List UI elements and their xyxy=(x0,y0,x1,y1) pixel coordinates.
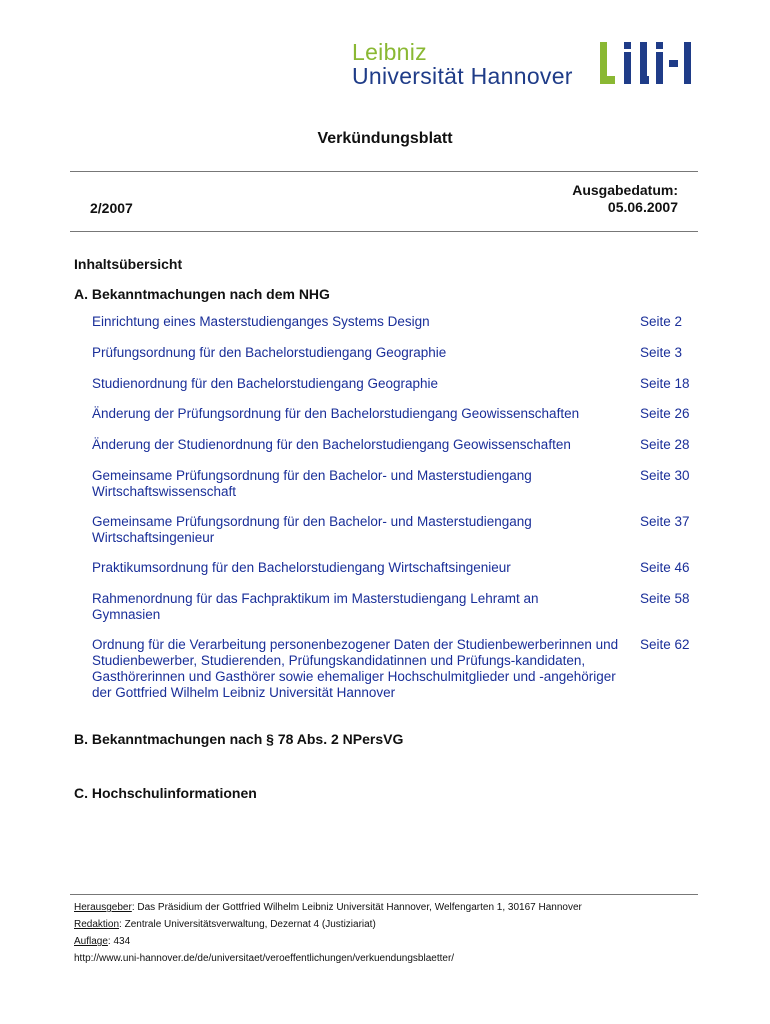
toc-item[interactable] xyxy=(92,514,692,560)
toc-item[interactable] xyxy=(92,591,692,637)
toc-item-page[interactable]: Seite 30 xyxy=(640,468,690,483)
toc-item-title[interactable]: Ordnung für die Verarbeitung personenbezogener Daten der Studienbewerberinnen und Studienbewerber, Studierenden, Prüfungskandidatinnen und Prüfungs-kandidaten, Gasthörerinnen und Gasthörer sowie ehemaliger Hochschulmitglieder und -angehöriger der Gottfried Wilhelm Leibniz Universität Hannover xyxy=(92,637,619,700)
toc-item[interactable] xyxy=(92,437,692,468)
section-a-heading: A. Bekanntmachungen nach dem NHG xyxy=(74,286,330,302)
toc-item-page[interactable]: Seite 2 xyxy=(640,314,683,329)
date-block xyxy=(572,182,678,216)
issue-number: 2/2007 xyxy=(90,200,133,216)
luh-mark-icon xyxy=(600,42,696,84)
footer-rule xyxy=(70,894,698,895)
footer-edition xyxy=(74,933,582,950)
toc-item[interactable] xyxy=(92,345,692,376)
publisher-label: Herausgeber xyxy=(74,902,132,913)
toc-item-page[interactable]: Seite 3 xyxy=(640,345,683,360)
table-of-contents xyxy=(92,314,692,701)
toc-item-title[interactable]: Gemeinsame Prüfungsordnung für den Bachelor- und Masterstudiengang Wirtschaftswissenschaft xyxy=(92,468,532,499)
toc-item-title[interactable]: Änderung der Studienordnung für den Bachelorstudiengang Geowissenschaften xyxy=(92,437,571,452)
footer xyxy=(74,899,582,967)
toc-item[interactable] xyxy=(92,468,692,514)
edition-label: Auflage xyxy=(74,936,108,947)
toc-item-page[interactable]: Seite 37 xyxy=(640,514,690,529)
university-logo xyxy=(352,40,702,90)
toc-item-page[interactable]: Seite 46 xyxy=(640,560,690,575)
toc-item-title[interactable]: Änderung der Prüfungsordnung für den Bachelorstudiengang Geowissenschaften xyxy=(92,406,580,421)
header-rule-top xyxy=(70,171,698,172)
logo-line1: Leibniz xyxy=(352,39,427,65)
toc-item-title[interactable]: Praktikumsordnung für den Bachelorstudiengang Wirtschaftsingenieur xyxy=(92,560,511,575)
document-title: Verkündungsblatt xyxy=(317,130,453,147)
toc-item[interactable] xyxy=(92,406,692,437)
header-rule-bottom xyxy=(70,231,698,232)
date-label: Ausgabedatum: xyxy=(572,182,678,198)
toc-item-title[interactable]: Einrichtung eines Masterstudienganges Systems Design xyxy=(92,314,430,329)
footer-editor xyxy=(74,916,582,933)
toc-item-title[interactable]: Rahmenordnung für das Fachpraktikum im Masterstudiengang Lehramt an Gymnasien xyxy=(92,591,539,622)
editor-value: : Zentrale Universitätsverwaltung, Dezernat 4 (Justiziariat) xyxy=(119,919,376,930)
toc-item-title[interactable]: Gemeinsame Prüfungsordnung für den Bachelor- und Masterstudiengang Wirtschaftsingenieur xyxy=(92,514,532,545)
section-c-heading: C. Hochschulinformationen xyxy=(74,785,257,801)
footer-url[interactable]: http://www.uni-hannover.de/de/universitaet/veroeffentlichungen/verkuendungsblaetter/ xyxy=(74,953,455,964)
toc-item[interactable] xyxy=(92,314,692,345)
footer-publisher xyxy=(74,899,582,916)
edition-value: : 434 xyxy=(107,936,131,947)
toc-item-title[interactable]: Studienordnung für den Bachelorstudiengang Geographie xyxy=(92,376,439,391)
contents-heading: Inhaltsübersicht xyxy=(74,256,183,272)
toc-item-page[interactable]: Seite 28 xyxy=(640,437,690,452)
logo-line2: Universität Hannover xyxy=(352,63,573,89)
toc-item-page[interactable]: Seite 26 xyxy=(640,406,690,421)
toc-item-page[interactable]: Seite 18 xyxy=(640,376,690,391)
section-b-heading: B. Bekanntmachungen nach § 78 Abs. 2 NPersVG xyxy=(74,731,404,747)
toc-item[interactable] xyxy=(92,376,692,406)
toc-item-page[interactable]: Seite 58 xyxy=(640,591,690,606)
date-value: 05.06.2007 xyxy=(607,199,678,215)
toc-item[interactable] xyxy=(92,637,692,701)
toc-item[interactable] xyxy=(92,560,692,591)
editor-label: Redaktion xyxy=(74,919,120,930)
publisher-value: : Das Präsidium der Gottfried Wilhelm Leibniz Universität Hannover, Welfengarten 1, 30167 Hannover xyxy=(131,902,582,913)
toc-item-page[interactable]: Seite 62 xyxy=(640,637,690,652)
toc-item-title[interactable]: Prüfungsordnung für den Bachelorstudiengang Geographie xyxy=(92,345,447,360)
